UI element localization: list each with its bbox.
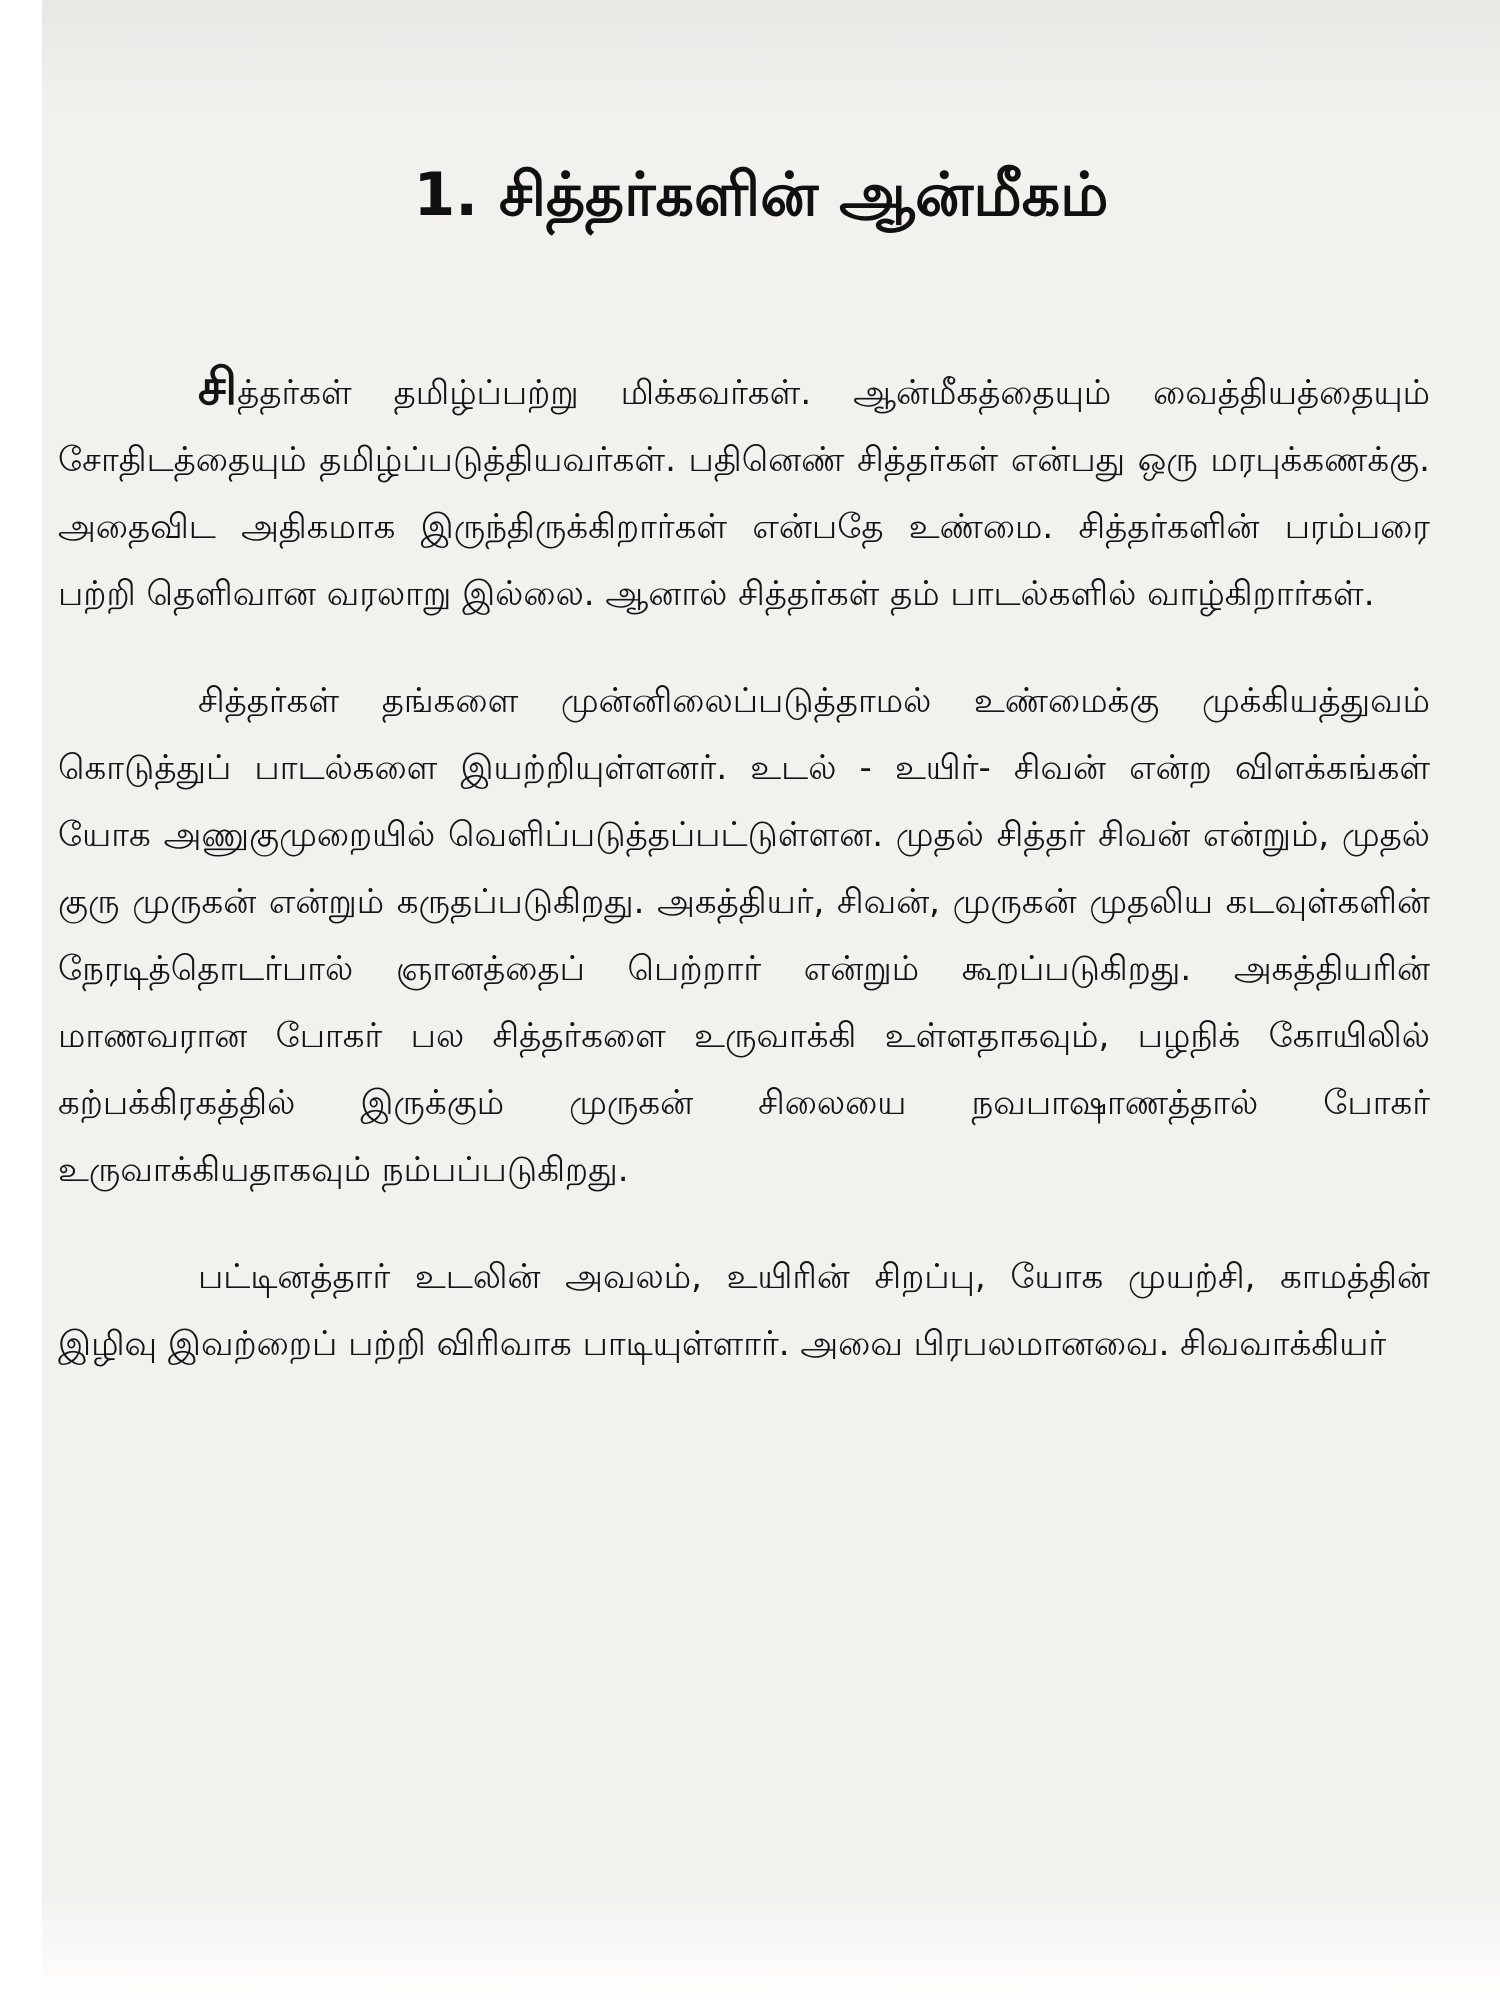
chapter-body (58, 360, 1430, 1418)
paragraph-1-text: த்தர்கள் தமிழ்ப்பற்று மிக்கவர்கள். ஆன்மீகத்தையும் வைத்தியத்தையும் சோதிடத்தையும் தமிழ்ப்படுத்தியவர்கள். பதினெண் சித்தர்கள் என்பது ஒரு மரபுக்கணக்கு. அதைவிட அதிகமாக இருந்திருக்கிறார்கள் என்பதே உண்மை. சித்தர்களின் பரம்பரை பற்றி தெளிவான வரலாறு இல்லை. ஆனால் சித்தர்கள் தம் பாடல்களில் வாழ்கிறார்கள். (58, 373, 1430, 614)
drop-cap: சி (198, 358, 238, 416)
paragraph-3: பட்டினத்தார் உடலின் அவலம், உயிரின் சிறப்பு, யோக முயற்சி, காமத்தின் இழிவு இவற்றைப் பற்றி விரிவாக பாடியுள்ளார். அவை பிரபலமானவை. சிவவாக்கியர் (58, 1257, 1430, 1364)
page-left-margin (0, 0, 42, 2000)
page-bottom-margin (42, 1890, 1500, 2000)
show-through-top (42, 0, 1500, 110)
paragraph-2: சித்தர்கள் தங்களை முன்னிலைப்படுத்தாமல் உண்மைக்கு முக்கியத்துவம் கொடுத்துப் பாடல்களை இயற்றியுள்ளனர். உடல் - உயிர்- சிவன் என்ற விளக்கங்கள் யோக அணுகுமுறையில் வெளிப்படுத்தப்பட்டுள்ளன. முதல் சித்தர் சிவன் என்றும், முதல் குரு முருகன் என்றும் கருதப்படுகிறது. அகத்தியர், சிவன், முருகன் முதலிய கடவுள்களின் நேரடித்தொடர்பால் ஞானத்தைப் பெற்றார் என்றும் கூறப்படுகிறது. அகத்தியரின் மாணவரான போகர் பல சித்தர்களை உருவாக்கி உள்ளதாகவும், பழநிக் கோயிலில் கற்பக்கிரகத்தில் இருக்கும் முருகன் சிலையை நவபாஷாணத்தால் போகர் உருவாக்கியதாகவும் நம்பப்படுகிறது. (58, 681, 1430, 1190)
paragraph-1 (58, 360, 1430, 628)
chapter-title: 1. சித்தர்களின் ஆன்மீகம் (413, 160, 1109, 230)
